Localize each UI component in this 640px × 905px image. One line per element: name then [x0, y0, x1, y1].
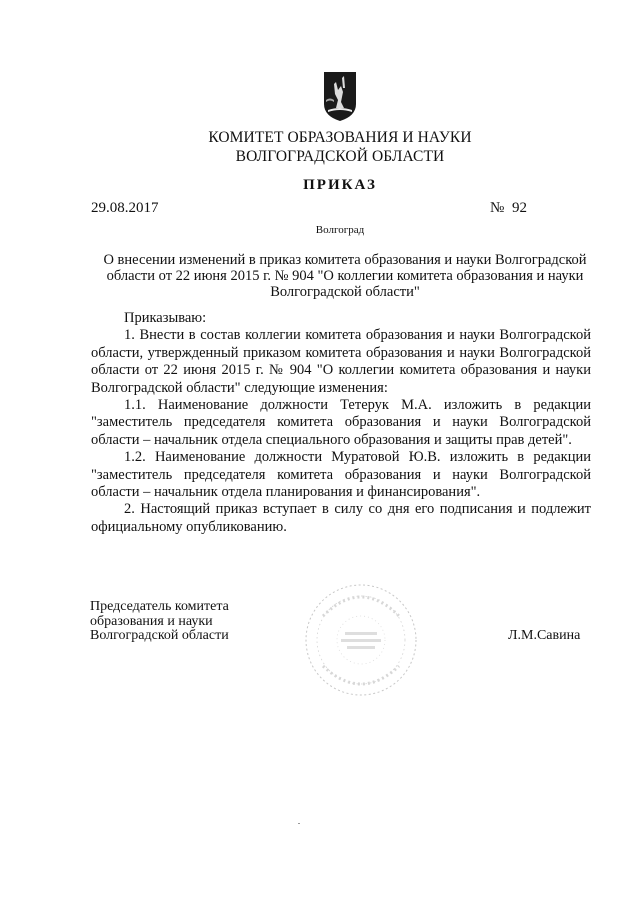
signatory-title-line2: образования и науки	[90, 613, 213, 629]
document-city: Волгоград	[315, 224, 365, 236]
paragraph-2: 2. Настоящий приказ вступает в силу со дня его подписания и подлежит официальному опубликованию.	[91, 501, 591, 535]
official-seal-icon	[303, 582, 419, 698]
paragraph-1: 1. Внести в состав коллегии комитета образования и науки Волгоградской области, утвержденный приказом комитета образования и науки Волгоградской области от 22 июня 2015 г. № 904 "О коллегии комитета образования и науки Волгоградской области" следующие изменения:	[91, 327, 591, 396]
signatory-name: Л.М.Савина	[508, 628, 581, 643]
organization-name-line1: КОМИТЕТ ОБРАЗОВАНИЯ И НАУКИ	[208, 129, 472, 146]
signatory-title-line1: Председатель комитета	[90, 599, 229, 614]
scan-artifact	[298, 823, 300, 824]
document-type: ПРИКАЗ	[303, 177, 377, 193]
volgograd-coat-of-arms-icon	[322, 70, 358, 122]
organization-name-line2: ВОЛГОГРАДСКОЙ ОБЛАСТИ	[235, 148, 445, 165]
order-word: Приказываю:	[124, 310, 207, 326]
document-date: 29.08.2017	[91, 200, 159, 216]
document-subject-line3: Волгоградской области"	[270, 284, 420, 300]
signatory-title-line3: Волгоградской области	[90, 628, 229, 643]
document-body	[91, 310, 591, 536]
document-subject-line2: области от 22 июня 2015 г. № 904 "О коллегии комитета образования и науки	[106, 268, 584, 284]
document-number: № 92	[490, 200, 528, 216]
paragraph-1-1: 1.1. Наименование должности Тетерук М.А. изложить в редакции "заместитель председателя комитета образования и науки Волгоградской области – начальник отдела специального образования и защиты прав детей".	[91, 397, 591, 448]
document-subject-line1: О внесении изменений в приказ комитета образования и науки Волгоградской	[103, 252, 587, 268]
paragraph-1-2: 1.2. Наименование должности Муратовой Ю.В. изложить в редакции "заместитель председателя комитета образования и науки Волгоградской области – начальник отдела планирования и финансирования".	[91, 449, 591, 501]
signatory-title	[90, 600, 229, 644]
